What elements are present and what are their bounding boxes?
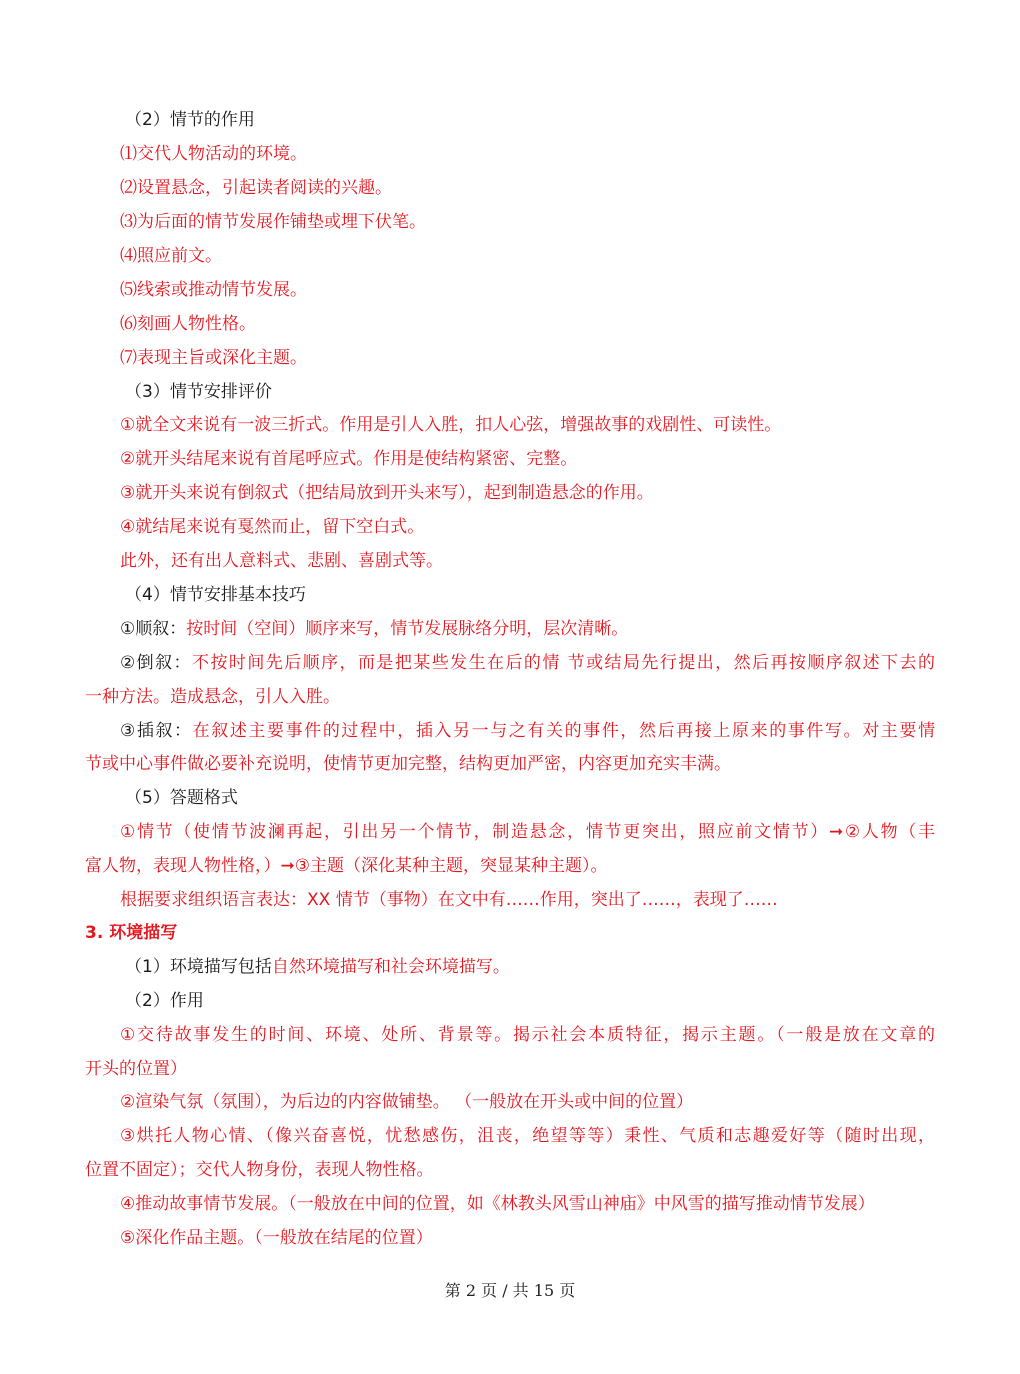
list-item: ⑤深化作品主题。（一般放在结尾的位置） — [120, 1228, 433, 1248]
term-label: ①顺叙： — [120, 619, 187, 639]
page-footer: 第 2 页 / 共 15 页 — [444, 1281, 576, 1300]
term-text: 在叙述主要事件的过程中，插入另一与之有关的事件，然后再接上原来的事件写。对主要情 — [192, 721, 935, 741]
paragraph — [120, 646, 935, 680]
paragraph-cont: 富人物，表现人物性格，）➞③主题（深化某种主题，突显某种主题）。 — [85, 856, 608, 876]
paragraph: ①情节（使情节波澜再起，引出另一个情节，制造悬念，情节更突出，照应前文情节）➞②人物（丰 — [120, 822, 935, 842]
list-item: ①就全文来说有一波三折式。作用是引人入胜，扣人心弦，增强故事的戏剧性、可读性。 — [120, 415, 782, 435]
paragraph-cont: 一种方法。造成悬念，引人入胜。 — [85, 687, 340, 707]
term-label: ②倒叙： — [120, 653, 192, 673]
list-item: ⑺表现主旨或深化主题。 — [120, 348, 307, 368]
section-heading: （4）情节安排基本技巧 — [125, 585, 306, 605]
list-item: ⑶为后面的情节发展作铺垫或埋下伏笔。 — [120, 212, 426, 232]
term-text: 按时间（空间）顺序来写，情节发展脉络分明，层次清晰。 — [186, 619, 629, 639]
answer-template: 根据要求组织语言表达：XX 情节（事物）在文中有……作用，突出了……，表现了…… — [120, 890, 778, 910]
list-item: ⑵设置悬念，引起读者阅读的兴趣。 — [120, 178, 392, 198]
term-label: ③插叙： — [120, 721, 193, 741]
paragraph — [125, 950, 510, 984]
section-heading: （5）答题格式 — [125, 788, 238, 808]
paragraph-cont: 节或中心事件做必要补充说明，使情节更加完整，结构更加严密，内容更加充实丰满。 — [85, 754, 731, 774]
list-item: ⑹刻画人物性格。 — [120, 314, 256, 334]
list-item: ③烘托人物心情、（像兴奋喜悦，忧愁感伤，沮丧，绝望等等）秉性、气质和志趣爱好等（随时出现， — [120, 1126, 935, 1146]
list-item-cont: 位置不固定）；交代人物身份，表现人物性格。 — [85, 1160, 434, 1180]
term-text: 不按时间先后顺序，而是把某些发生在后的情 节或结局先行提出，然后再按顺序叙述下去的 — [192, 653, 935, 673]
section-heading: （2）作用 — [125, 991, 204, 1011]
section-heading: （3）情节安排评价 — [125, 382, 272, 402]
list-item: ②就开头结尾来说有首尾呼应式。作用是使结构紧密、完整。 — [120, 449, 578, 469]
paragraph-prefix: （1）环境描写包括 — [125, 957, 272, 977]
list-item: ④推动故事情节发展。（一般放在中间的位置，如《林教头风雪山神庙》中风雪的描写推动情节发展） — [120, 1194, 875, 1214]
section-heading: （2）情节的作用 — [125, 110, 255, 130]
list-item: ③就开头来说有倒叙式（把结局放到开头来写），起到制造悬念的作用。 — [120, 483, 654, 503]
list-item-cont: 开头的位置） — [85, 1059, 187, 1079]
list-item: ⑴交代人物活动的环境。 — [120, 144, 307, 164]
chapter-heading: 3. 环境描写 — [85, 923, 178, 943]
list-item: ②渲染气氛（氛围），为后边的内容做铺垫。 （一般放在开头或中间的位置） — [120, 1092, 694, 1112]
paragraph — [120, 714, 935, 748]
paragraph — [120, 612, 628, 646]
list-item: ⑸线索或推动情节发展。 — [120, 280, 307, 300]
list-item: ①交待故事发生的时间、环境、处所、背景等。揭示社会本质特征，揭示主题。（一般是放在文章的 — [120, 1025, 935, 1045]
list-item: ④就结尾来说有戛然而止，留下空白式。 — [120, 517, 425, 537]
highlight-text: 自然环境描写和社会环境描写。 — [271, 957, 510, 977]
list-item: 此外，还有出人意料式、悲剧、喜剧式等。 — [120, 551, 443, 571]
list-item: ⑷照应前文。 — [120, 246, 222, 266]
